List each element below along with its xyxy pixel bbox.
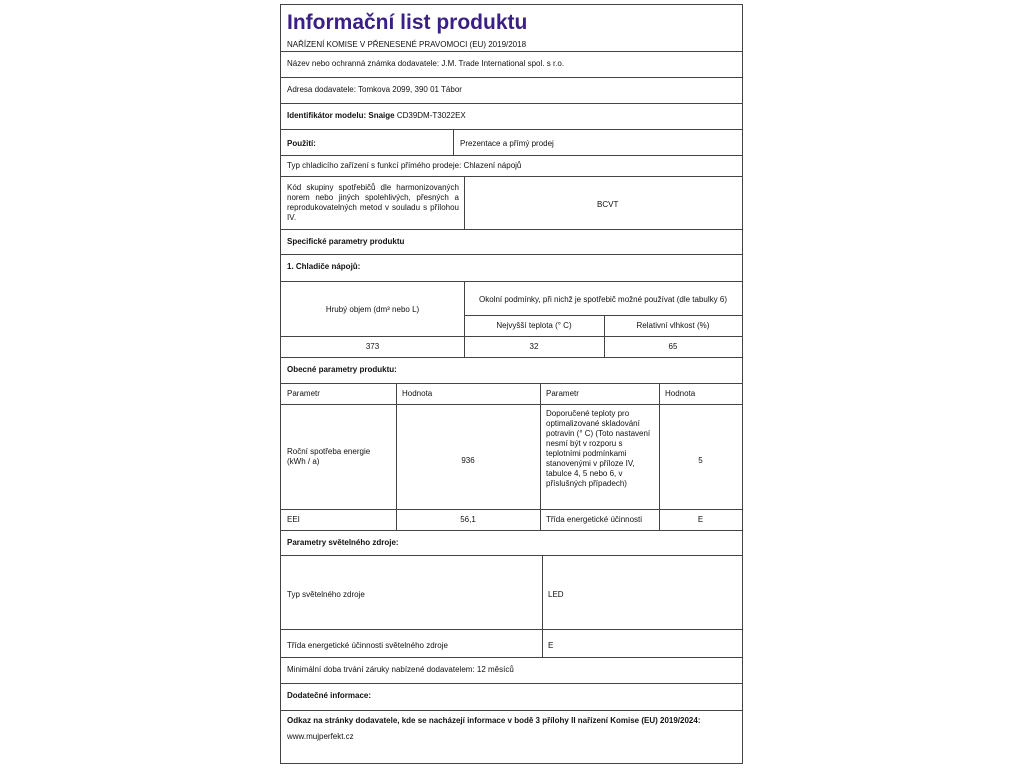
model-row bbox=[287, 111, 466, 121]
relative-humidity-label: Relativní vlhkost (%) bbox=[636, 321, 710, 330]
divider bbox=[453, 129, 454, 155]
relative-humidity-value: 65 bbox=[668, 342, 678, 351]
divider bbox=[464, 176, 465, 229]
divider bbox=[281, 710, 742, 711]
eei-value: 56,1 bbox=[460, 515, 476, 524]
supplier-address-row bbox=[287, 85, 462, 95]
supplier-name-label: Název nebo ochranná známka dodavatele: bbox=[287, 59, 440, 68]
group-code-label: Kód skupiny spotřebičů dle harmonizovaných norem nebo jiných spolehlivých, přesných a reprodukovatelných metod v souladu s přílohou IV. bbox=[287, 183, 459, 222]
divider bbox=[281, 629, 742, 630]
model-brand: Snaige bbox=[368, 111, 395, 120]
regulation-reference: NAŘÍZENÍ KOMISE V PŘENESENÉ PRAVOMOCI (EU) 2019/2018 bbox=[287, 40, 527, 49]
divider bbox=[281, 51, 742, 52]
column-header-value: Hodnota bbox=[402, 389, 433, 398]
max-temperature-value: 32 bbox=[529, 342, 539, 351]
volume-label: Hrubý objem (dm³ nebo L) bbox=[325, 305, 420, 314]
divider bbox=[281, 77, 742, 78]
column-header-parameter: Parametr bbox=[546, 389, 579, 398]
appliance-type-value: Chlazení nápojů bbox=[463, 161, 522, 170]
energy-class-value: E bbox=[697, 515, 704, 524]
specific-parameters-heading: Specifické parametry produktu bbox=[287, 237, 405, 246]
divider bbox=[281, 530, 742, 531]
supplier-name-value: J.M. Trade International spol. s r.o. bbox=[441, 59, 565, 68]
max-temperature-label: Nejvyšší teplota (° C) bbox=[496, 321, 572, 330]
usage-label: Použití: bbox=[287, 139, 316, 148]
model-label: Identifikátor modelu: bbox=[287, 111, 367, 120]
divider bbox=[281, 383, 742, 384]
divider bbox=[281, 683, 742, 684]
divider bbox=[281, 555, 742, 556]
eei-label: EEI bbox=[287, 515, 300, 524]
recommended-temperature-label: Doporučené teploty pro optimalizované skladování potravin (° C) (Toto nastavení nesmí být v rozporu s teplotními podmínkami stanovenými v příloze IV, tabulce 4, 5 nebo 6, v příslušných případech) bbox=[546, 409, 651, 488]
beverage-coolers-subheading: 1. Chladiče nápojů: bbox=[287, 262, 361, 271]
appliance-type-row bbox=[287, 161, 521, 171]
divider bbox=[281, 129, 742, 130]
column-header-value: Hodnota bbox=[665, 389, 696, 398]
light-source-class-label: Třída energetické účinnosti světelného zdroje bbox=[287, 641, 448, 650]
divider bbox=[281, 254, 742, 255]
additional-info-heading: Dodatečné informace: bbox=[287, 691, 372, 700]
light-source-type-value: LED bbox=[548, 590, 564, 599]
divider bbox=[540, 383, 541, 530]
warranty-text: Minimální doba trvání záruky nabízené dodavatelem: 12 měsíců bbox=[287, 665, 514, 674]
divider bbox=[281, 281, 742, 282]
usage-value: Prezentace a přímý prodej bbox=[460, 139, 554, 148]
ambient-conditions-label: Okolní podmínky, při nichž je spotřebič možné používat (dle tabulky 6) bbox=[479, 295, 727, 304]
divider bbox=[542, 555, 543, 657]
light-source-class-value: E bbox=[548, 641, 554, 650]
product-information-sheet bbox=[280, 4, 743, 764]
light-source-type-label: Typ světelného zdroje bbox=[287, 590, 365, 599]
divider bbox=[281, 509, 742, 510]
volume-value: 373 bbox=[365, 342, 380, 351]
supplier-address-value: Tomkova 2099, 390 01 Tábor bbox=[358, 85, 462, 94]
divider bbox=[464, 315, 742, 316]
divider bbox=[281, 229, 742, 230]
divider bbox=[281, 176, 742, 177]
model-code: CD39DM-T3022EX bbox=[396, 111, 466, 120]
divider bbox=[281, 404, 742, 405]
group-code-value: BCVT bbox=[597, 200, 619, 209]
supplier-address-label: Adresa dodavatele: bbox=[287, 85, 356, 94]
divider bbox=[281, 103, 742, 104]
energy-class-label: Třída energetické účinnosti bbox=[546, 515, 643, 524]
column-header-parameter: Parametr bbox=[287, 389, 320, 398]
divider bbox=[281, 336, 742, 337]
annual-consumption-value: 936 bbox=[461, 456, 475, 465]
recommended-temperature-value: 5 bbox=[698, 456, 703, 465]
light-source-heading: Parametry světelného zdroje: bbox=[287, 538, 399, 547]
divider bbox=[281, 357, 742, 358]
supplier-name-row bbox=[287, 59, 564, 69]
supplier-website-link[interactable]: www.mujperfekt.cz bbox=[287, 732, 354, 741]
divider bbox=[281, 155, 742, 156]
supplier-link-text: Odkaz na stránky dodavatele, kde se nacházejí informace v bodě 3 přílohy II nařízení Komise (EU) 2019/2024: bbox=[287, 716, 701, 725]
annual-consumption-label: Roční spotřeba energie (kWh / a) bbox=[287, 447, 371, 466]
appliance-type-label: Typ chladicího zařízení s funkcí přímého prodeje: bbox=[287, 161, 462, 170]
page-title: Informační list produktu bbox=[287, 11, 528, 34]
divider bbox=[281, 657, 742, 658]
general-parameters-heading: Obecné parametry produktu: bbox=[287, 365, 397, 374]
